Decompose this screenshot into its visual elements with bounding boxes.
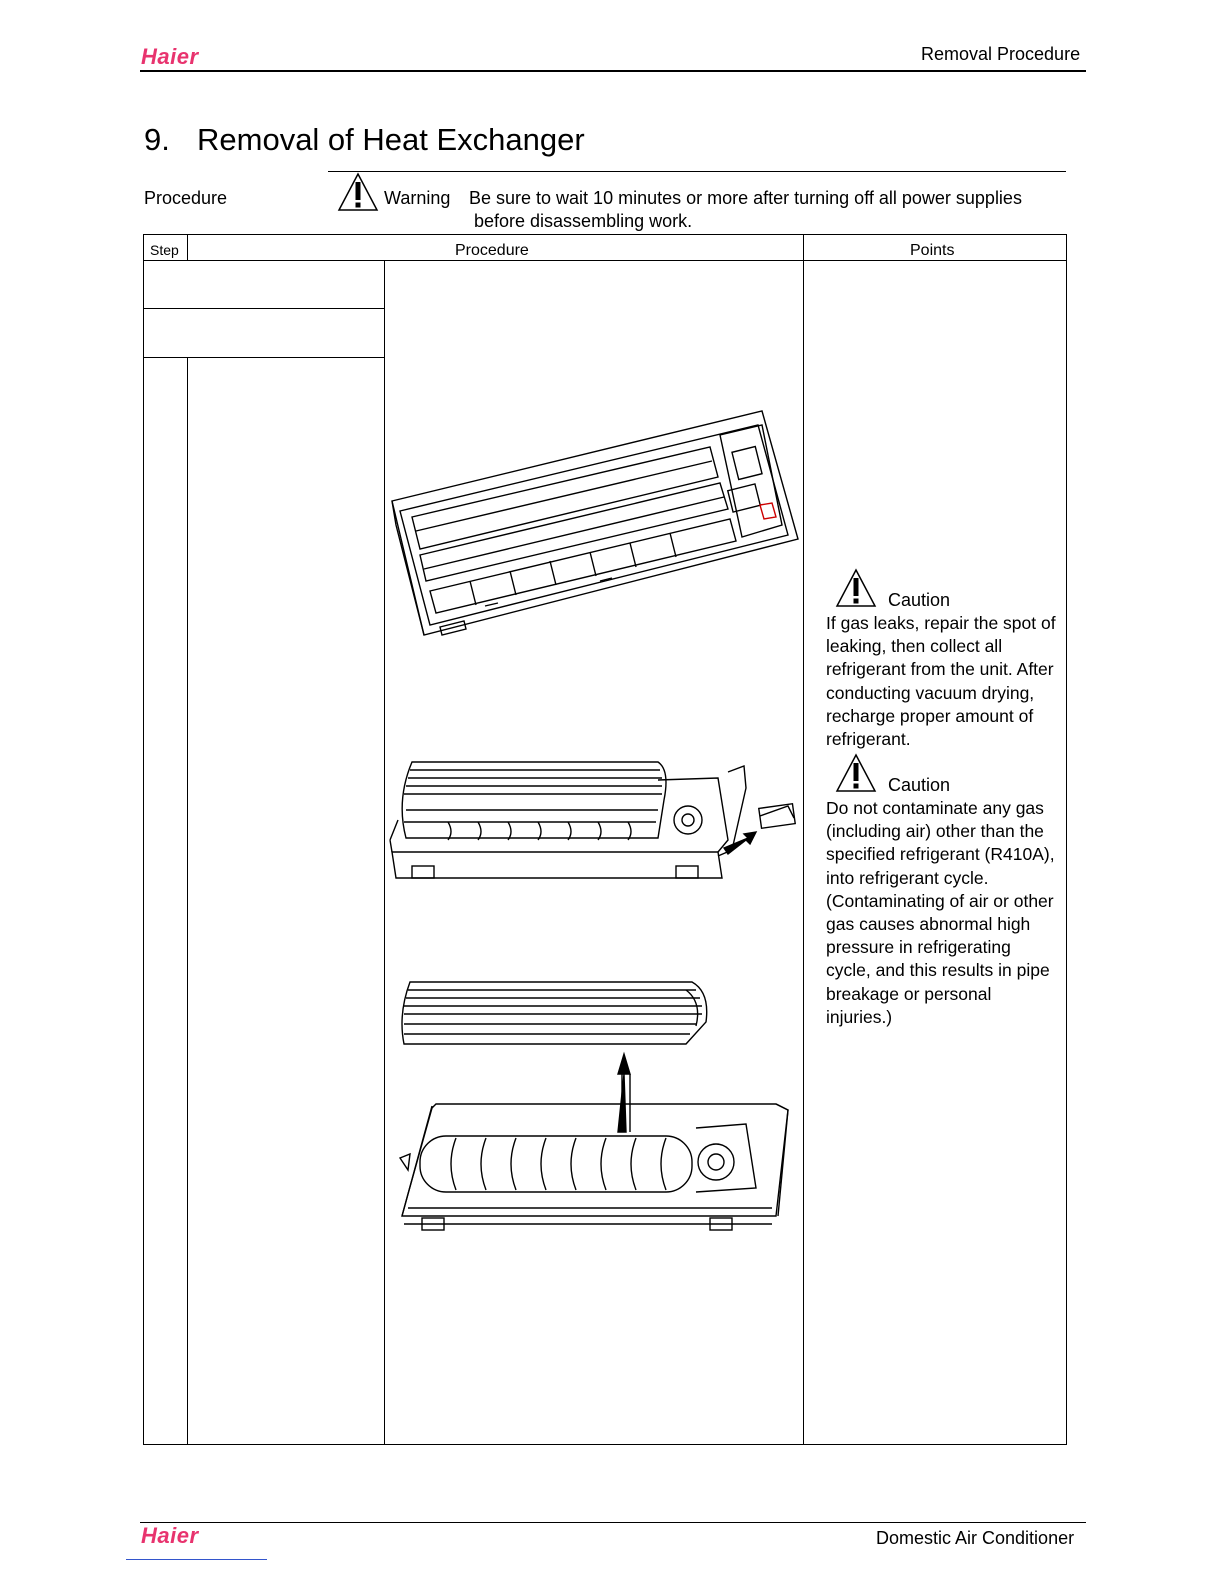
footer-rule: [140, 1522, 1086, 1523]
warning-label: Warning: [384, 188, 451, 208]
front-panel-illustration: [388, 760, 800, 882]
procedure-label: Procedure: [144, 188, 228, 208]
caution-text: Do not contaminate any gas (including air) other than the specified refrigerant (R410A), into refrigerant cycle. (Contaminating of air or other gas causes abnormal high pressure in refrigerating cycle, and this results in pipe breakage or personal injuries.): [826, 798, 1055, 1027]
caution-text: If gas leaks, repair the spot of leaking, then collect all refrigerant from the unit. After conducting vacuum drying, recharge proper amount of refrigerant.: [826, 613, 1056, 750]
table-header-rule: [143, 260, 1066, 261]
header-logo: Haier: [141, 44, 199, 69]
warning-text-line2: before disassembling work.: [474, 211, 693, 231]
footer-logo-underline: [126, 1559, 267, 1560]
warning-icon: [338, 173, 378, 211]
table-step-divider: [187, 234, 188, 260]
table-points-divider: [803, 234, 804, 1445]
table-right-border: [1066, 234, 1067, 1445]
header-rule: [140, 70, 1086, 72]
caution-icon: [836, 754, 876, 792]
caution-label: Caution: [888, 775, 951, 795]
footer-logo: Haier: [141, 1523, 199, 1548]
table-image-divider: [384, 260, 385, 1445]
page-title: Removal of Heat Exchanger: [197, 122, 585, 157]
table-row-rule: [143, 357, 384, 358]
caution-icon: [836, 569, 876, 607]
footer-product: Domestic Air Conditioner: [876, 1528, 1075, 1548]
heat-exchanger-illustration: [396, 978, 798, 1236]
table-left-border: [143, 234, 144, 1445]
caution-label: Caution: [888, 590, 951, 610]
table-row-rule: [143, 308, 384, 309]
header-section-title: Removal Procedure: [921, 44, 1081, 64]
heading-rule: [328, 171, 1066, 172]
table-header-points: Points: [910, 242, 955, 259]
table-step-divider: [187, 357, 188, 1445]
table-header-procedure: Procedure: [455, 242, 529, 259]
chassis-illustration: [390, 405, 802, 640]
table-header-step: Step: [150, 242, 179, 258]
warning-text-line1: Be sure to wait 10 minutes or more after turning off all power supplies: [469, 188, 1022, 208]
table-bottom-rule: [143, 1444, 1066, 1445]
table-top-rule: [143, 234, 1066, 235]
heading-number: 9.: [144, 122, 170, 157]
